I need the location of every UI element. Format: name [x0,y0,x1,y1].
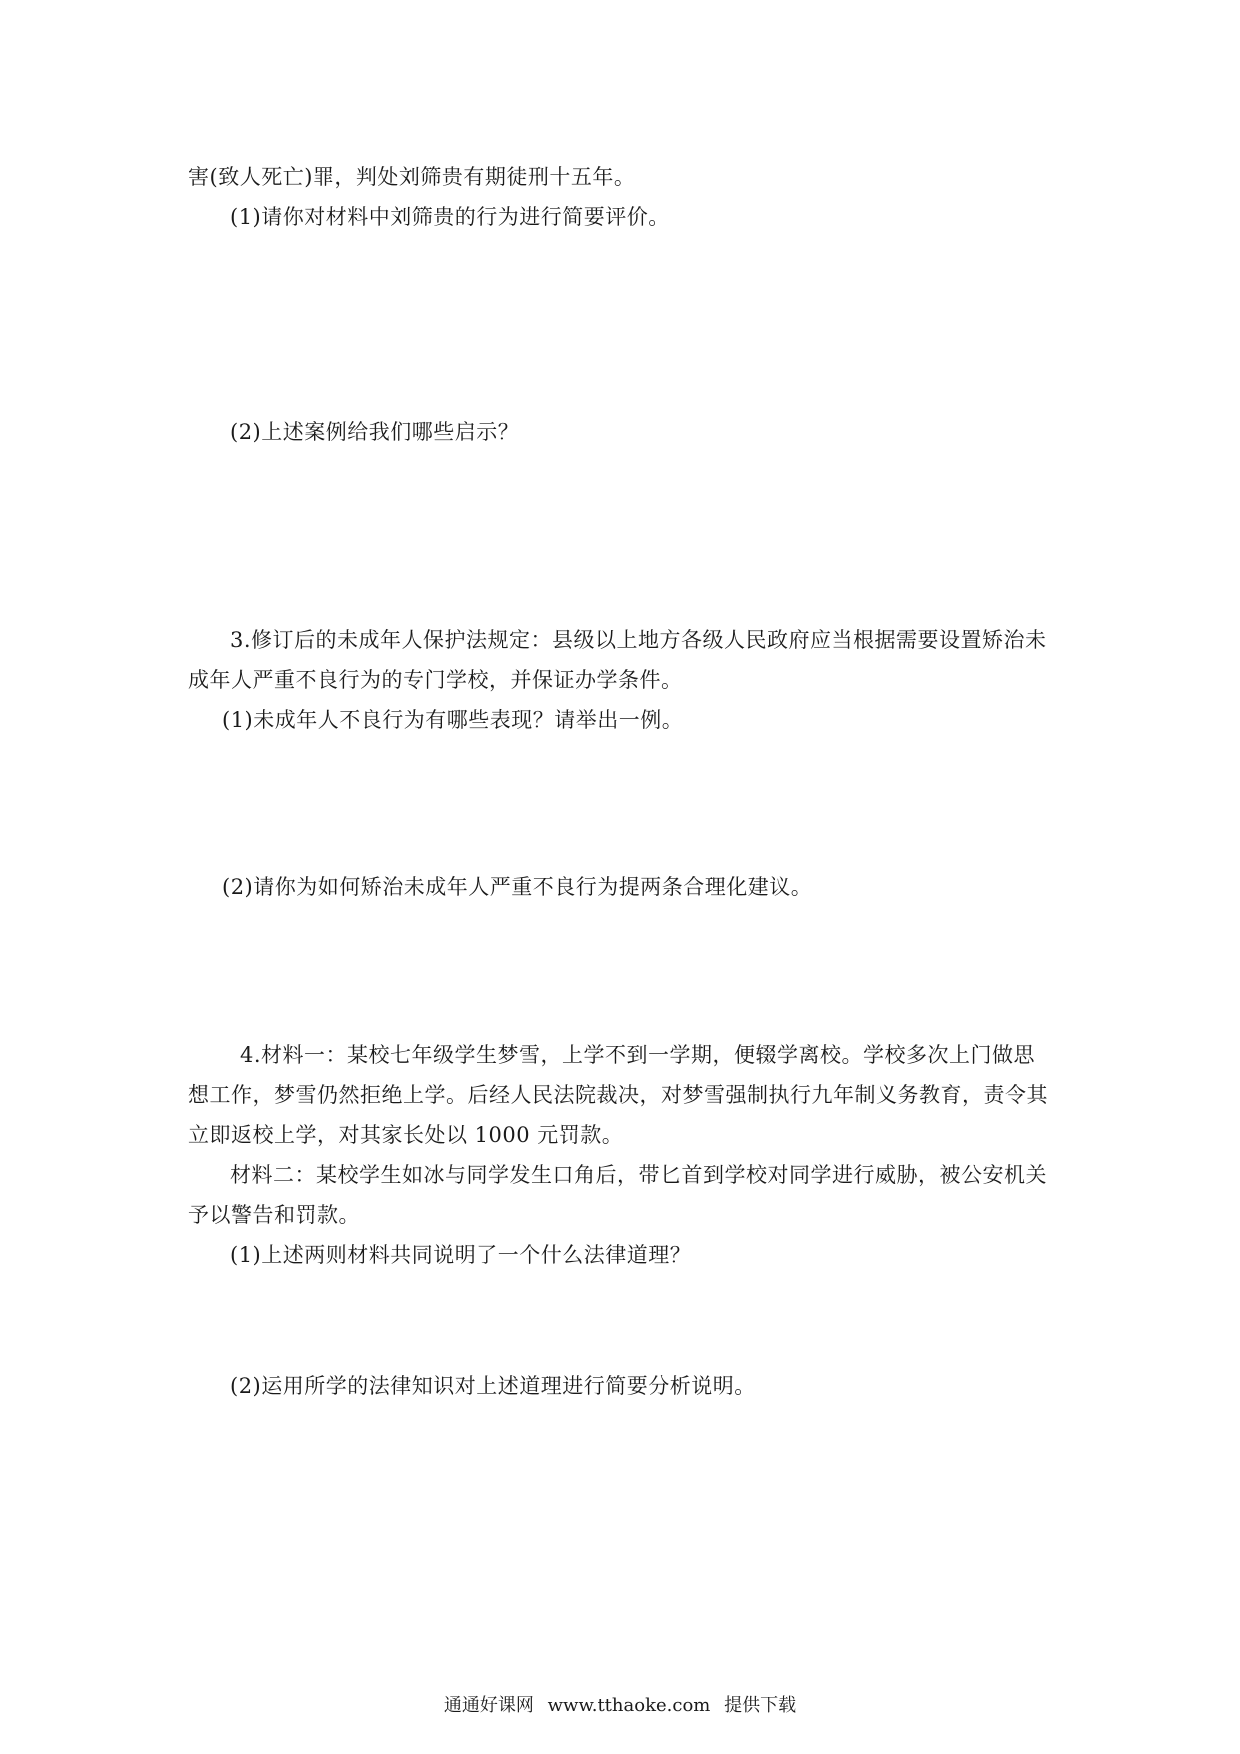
paragraph-line: 予以警告和罚款。 [188,1203,360,1227]
question-4-2: (2)运用所学的法律知识对上述道理进行简要分析说明。 [230,1374,756,1398]
paragraph-line: 害(致人死亡)罪，判处刘筛贵有期徒刑十五年。 [188,165,636,189]
footer-suffix: 提供下载 [724,1695,797,1716]
footer-site-name: 通通好课网 [443,1695,534,1716]
question-1-2: (2)上述案例给我们哪些启示？ [230,420,520,444]
footer-url-link[interactable]: www.tthaoke.com [547,1695,711,1716]
question-3-2: (2)请你为如何矫治未成年人严重不良行为提两条合理化建议。 [222,875,813,899]
paragraph-line: 成年人严重不良行为的专门学校，并保证办学条件。 [188,668,683,692]
paragraph-line: 想工作，梦雪仍然拒绝上学。后经人民法院裁决，对梦雪强制执行九年制义务教育，责令其 [188,1083,1048,1107]
page-footer [0,1694,1240,1718]
question-4-1: (1)上述两则材料共同说明了一个什么法律道理？ [230,1243,692,1267]
question-3-stem: 3.修订后的未成年人保护法规定：县级以上地方各级人民政府应当根据需要设置矫治未 [230,628,1047,652]
paragraph-line: 立即返校上学，对其家长处以 1000 元罚款。 [188,1123,624,1147]
question-1-1: (1)请你对材料中刘筛贵的行为进行简要评价。 [230,205,670,229]
material-2: 材料二：某校学生如冰与同学发生口角后，带匕首到学校对同学进行威胁，被公安机关 [230,1163,1047,1187]
question-4-stem: 4.材料一：某校七年级学生梦雪，上学不到一学期，便辍学离校。学校多次上门做思 [240,1043,1036,1067]
question-3-1: (1)未成年人不良行为有哪些表现？请举出一例。 [222,708,684,732]
